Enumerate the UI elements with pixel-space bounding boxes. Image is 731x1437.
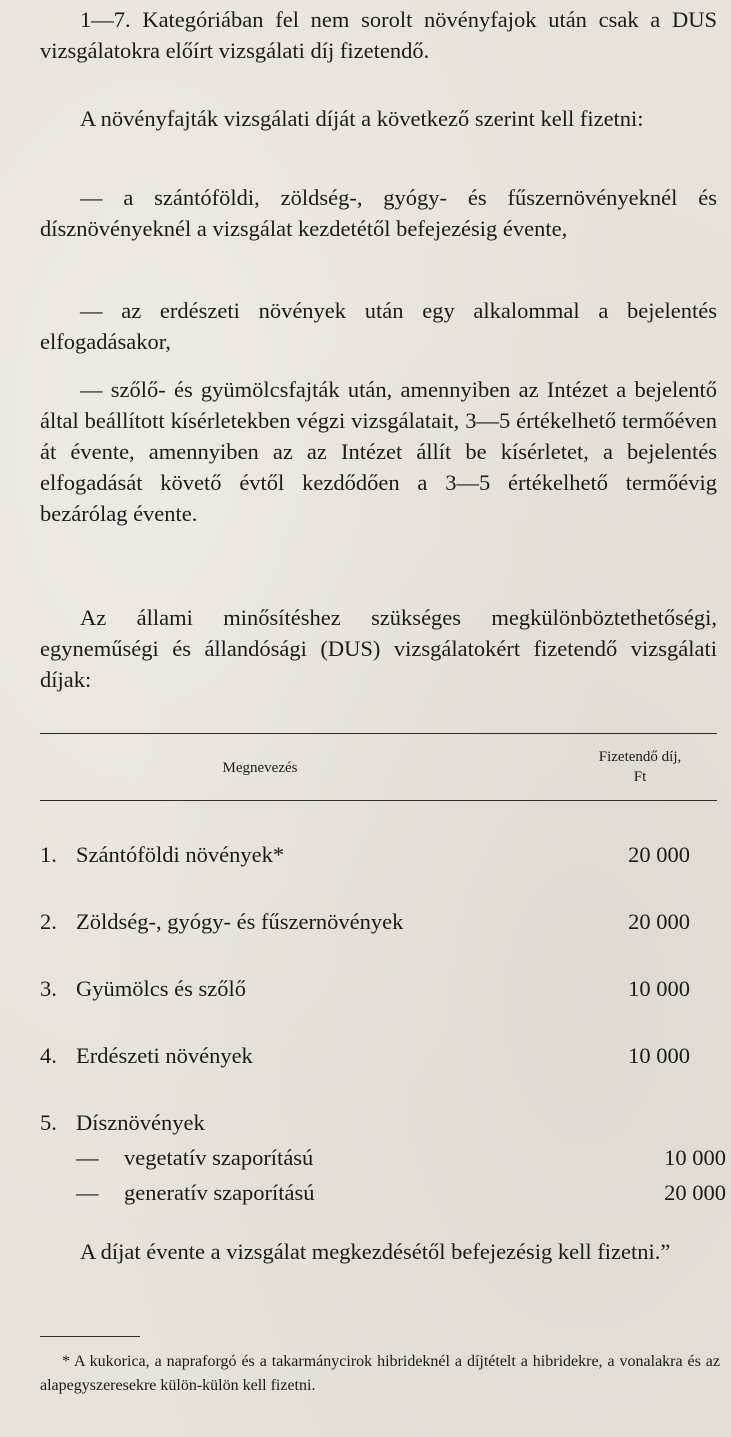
table-row <box>40 974 690 1004</box>
subrow-dash: — <box>76 1180 99 1205</box>
footnote-rule <box>40 1336 140 1337</box>
paragraph-fee-intro: A növényfajták vizsgálati díját a következő szerint kell fizetni: <box>80 106 644 131</box>
table-row <box>40 840 690 870</box>
table-subrow <box>40 1143 726 1173</box>
table-header-fee <box>560 747 720 787</box>
row-fee: 10 000 <box>628 1043 690 1068</box>
row-fee: 20 000 <box>628 842 690 867</box>
paragraph-forestry-rule: — az erdészeti növények után egy alkalommal a bejelentés elfogadásakor, <box>40 298 717 354</box>
row-number: 5. <box>40 1110 57 1135</box>
table-header-name: Megnevezés <box>222 760 298 776</box>
row-label: Szántóföldi növények* <box>76 842 285 867</box>
row-fee: 20 000 <box>628 909 690 934</box>
table-header-fee-line1: Fizetendő díj, <box>598 749 682 765</box>
footnote: * A kukorica, a napraforgó és a takarmánycirok hibrideknél a díjtételt a hibridekre, a vonalakra és az alapegyszeresekre külön-külön kell fizetni. <box>40 1353 720 1394</box>
row-label: Zöldség-, gyógy- és fűszernövények <box>76 909 404 934</box>
paragraph-dus-fees-intro: Az állami minősítéshez szükséges megkülönböztethetőségi, egyneműségi és állandósági (DUS) vizsgálatokért fizetendő vizsgálati díjak: <box>40 605 717 692</box>
paragraph-field-crops-rule: — a szántóföldi, zöldség-, gyógy- és fűszernövényeknél és dísznövényeknél a vizsgálat kezdetétől befejezésig évente, <box>40 185 717 241</box>
subrow-dash: — <box>76 1145 99 1170</box>
row-label: Dísznövények <box>76 1110 205 1135</box>
row-label: Gyümölcs és szőlő <box>76 976 246 1001</box>
row-number: 3. <box>40 976 57 1001</box>
subrow-fee: 10 000 <box>664 1145 726 1170</box>
row-label: Erdészeti növények <box>76 1043 253 1068</box>
paragraph-payment-note: A díjat évente a vizsgálat megkezdésétől befejezésig kell fizetni.” <box>80 1239 671 1264</box>
table-row <box>40 1041 690 1071</box>
table-top-rule <box>40 733 717 734</box>
row-number: 4. <box>40 1043 57 1068</box>
row-number: 2. <box>40 909 57 934</box>
table-subrow <box>40 1178 726 1208</box>
subrow-label: generatív szaporítású <box>124 1180 315 1205</box>
table-row <box>40 1108 690 1138</box>
paragraph-category-note: 1—7. Kategóriában fel nem sorolt növényfajok után csak a DUS vizsgálatokra előírt vizsgálati díj fizetendő. <box>40 7 717 63</box>
row-number: 1. <box>40 842 57 867</box>
table-header-fee-line2: Ft <box>633 769 647 785</box>
table-header-rule <box>40 800 717 801</box>
paragraph-grape-fruit-rule: — szőlő- és gyümölcsfajták után, amennyiben az Intézet a bejelentő által beállított kísérletekben végzi vizsgálatait, 3—5 értékelhető termőéven át évente, amennyiben az az Intézet állít be kísérletet, a bejelentés elfogadását követő évtől kezdődően a 3—5 értékelhető termőévig bezárólag évente. <box>40 377 717 526</box>
subrow-fee: 20 000 <box>664 1180 726 1205</box>
subrow-label: vegetatív szaporítású <box>124 1145 314 1170</box>
row-fee: 10 000 <box>628 976 690 1001</box>
table-row <box>40 907 690 937</box>
